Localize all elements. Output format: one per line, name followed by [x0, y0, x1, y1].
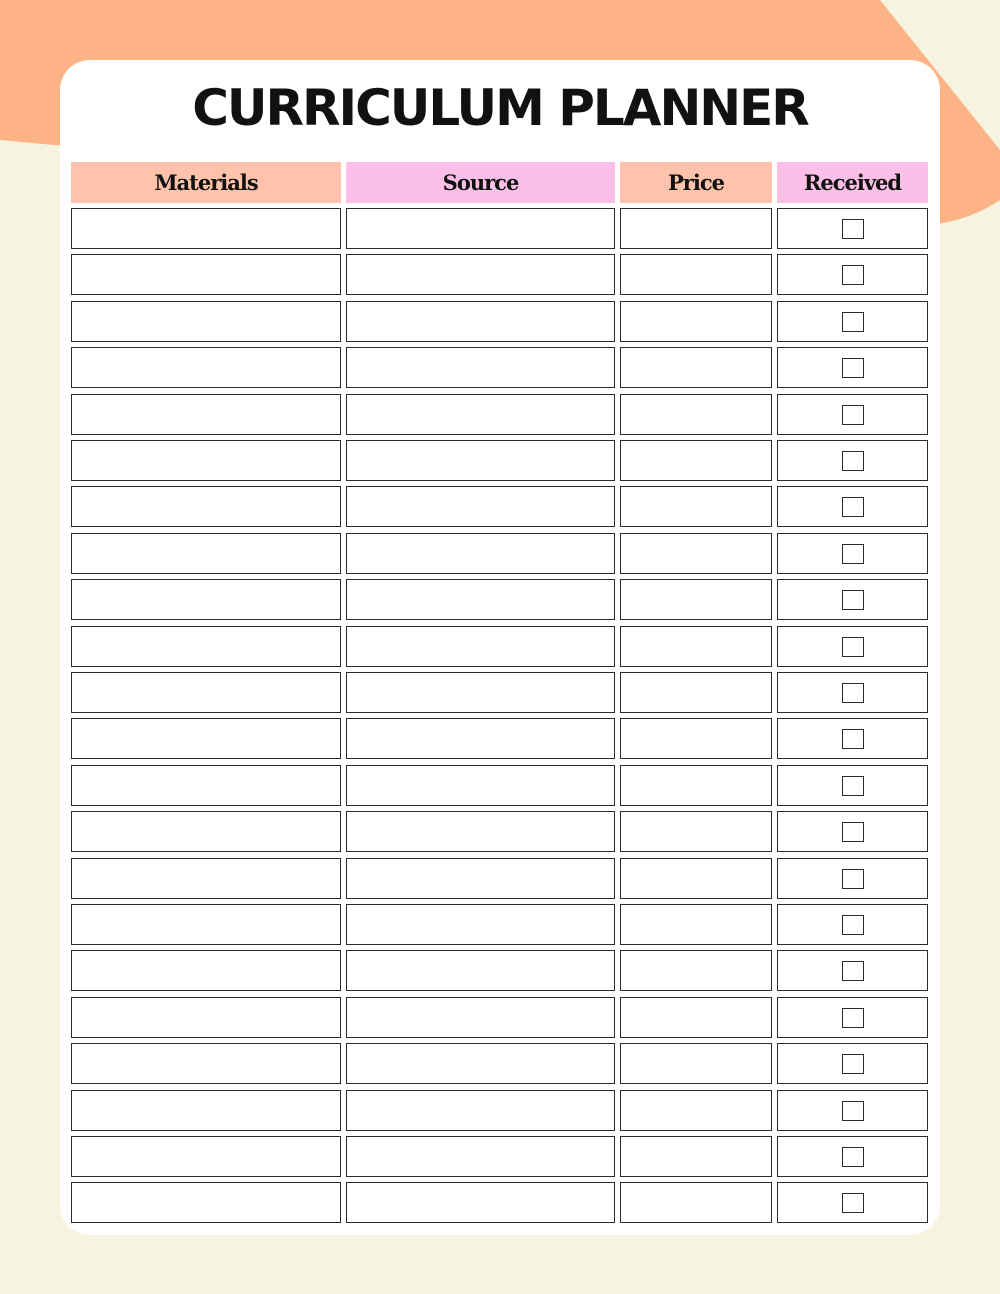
price-cell[interactable] — [620, 301, 772, 342]
received-checkbox[interactable] — [842, 405, 864, 425]
source-cell[interactable] — [346, 347, 615, 388]
received-cell[interactable] — [777, 997, 928, 1038]
source-cell[interactable] — [346, 533, 615, 574]
received-checkbox[interactable] — [842, 497, 864, 517]
source-cell[interactable] — [346, 1182, 615, 1223]
received-checkbox[interactable] — [842, 776, 864, 796]
received-cell[interactable] — [777, 765, 928, 806]
materials-cell[interactable] — [71, 1182, 341, 1223]
price-cell[interactable] — [620, 1090, 772, 1131]
source-cell[interactable] — [346, 718, 615, 759]
price-cell[interactable] — [620, 950, 772, 991]
received-checkbox[interactable] — [842, 590, 864, 610]
price-cell[interactable] — [620, 486, 772, 527]
materials-cell[interactable] — [71, 579, 341, 620]
materials-cell[interactable] — [71, 1090, 341, 1131]
materials-cell[interactable] — [71, 718, 341, 759]
received-cell[interactable] — [777, 626, 928, 667]
received-cell[interactable] — [777, 904, 928, 945]
materials-cell[interactable] — [71, 672, 341, 713]
received-checkbox[interactable] — [842, 219, 864, 239]
received-checkbox[interactable] — [842, 1193, 864, 1213]
price-cell[interactable] — [620, 208, 772, 249]
received-cell[interactable] — [777, 208, 928, 249]
received-checkbox[interactable] — [842, 729, 864, 749]
materials-cell[interactable] — [71, 394, 341, 435]
price-cell[interactable] — [620, 533, 772, 574]
materials-cell[interactable] — [71, 254, 341, 295]
source-cell[interactable] — [346, 1136, 615, 1177]
source-cell[interactable] — [346, 858, 615, 899]
received-checkbox[interactable] — [842, 544, 864, 564]
materials-cell[interactable] — [71, 533, 341, 574]
source-cell[interactable] — [346, 904, 615, 945]
received-checkbox[interactable] — [842, 683, 864, 703]
source-cell[interactable] — [346, 208, 615, 249]
price-cell[interactable] — [620, 672, 772, 713]
price-cell[interactable] — [620, 1136, 772, 1177]
source-cell[interactable] — [346, 1090, 615, 1131]
received-checkbox[interactable] — [842, 265, 864, 285]
price-cell[interactable] — [620, 765, 772, 806]
received-cell[interactable] — [777, 347, 928, 388]
price-cell[interactable] — [620, 1043, 772, 1084]
materials-cell[interactable] — [71, 301, 341, 342]
source-cell[interactable] — [346, 997, 615, 1038]
price-cell[interactable] — [620, 347, 772, 388]
received-cell[interactable] — [777, 254, 928, 295]
price-cell[interactable] — [620, 811, 772, 852]
price-cell[interactable] — [620, 997, 772, 1038]
source-cell[interactable] — [346, 579, 615, 620]
source-cell[interactable] — [346, 254, 615, 295]
received-cell[interactable] — [777, 672, 928, 713]
received-cell[interactable] — [777, 579, 928, 620]
received-checkbox[interactable] — [842, 1101, 864, 1121]
materials-cell[interactable] — [71, 765, 341, 806]
price-cell[interactable] — [620, 626, 772, 667]
column-header-price: Price — [620, 162, 772, 203]
materials-cell[interactable] — [71, 486, 341, 527]
received-cell[interactable] — [777, 950, 928, 991]
price-cell[interactable] — [620, 858, 772, 899]
received-cell[interactable] — [777, 301, 928, 342]
source-cell[interactable] — [346, 486, 615, 527]
materials-cell[interactable] — [71, 811, 341, 852]
source-cell[interactable] — [346, 765, 615, 806]
materials-cell[interactable] — [71, 440, 341, 481]
column-header-source: Source — [346, 162, 615, 203]
source-cell[interactable] — [346, 394, 615, 435]
received-cell[interactable] — [777, 1090, 928, 1131]
price-cell[interactable] — [620, 579, 772, 620]
materials-cell[interactable] — [71, 208, 341, 249]
source-cell[interactable] — [346, 1043, 615, 1084]
received-cell[interactable] — [777, 858, 928, 899]
source-cell[interactable] — [346, 301, 615, 342]
received-checkbox[interactable] — [842, 312, 864, 332]
materials-cell[interactable] — [71, 997, 341, 1038]
received-cell[interactable] — [777, 440, 928, 481]
source-cell[interactable] — [346, 950, 615, 991]
received-cell[interactable] — [777, 486, 928, 527]
received-checkbox[interactable] — [842, 822, 864, 842]
received-cell[interactable] — [777, 1136, 928, 1177]
column-header-received: Received — [777, 162, 928, 203]
price-cell[interactable] — [620, 254, 772, 295]
received-cell[interactable] — [777, 394, 928, 435]
received-checkbox[interactable] — [842, 637, 864, 657]
materials-cell[interactable] — [71, 1043, 341, 1084]
received-cell[interactable] — [777, 1182, 928, 1223]
received-cell[interactable] — [777, 718, 928, 759]
received-checkbox[interactable] — [842, 1054, 864, 1074]
received-checkbox[interactable] — [842, 1147, 864, 1167]
received-checkbox[interactable] — [842, 451, 864, 471]
source-cell[interactable] — [346, 811, 615, 852]
received-cell[interactable] — [777, 1043, 928, 1084]
materials-cell[interactable] — [71, 904, 341, 945]
column-header-materials: Materials — [71, 162, 341, 203]
received-checkbox[interactable] — [842, 1008, 864, 1028]
source-cell[interactable] — [346, 626, 615, 667]
materials-cell[interactable] — [71, 347, 341, 388]
materials-cell[interactable] — [71, 858, 341, 899]
received-checkbox[interactable] — [842, 358, 864, 378]
materials-cell[interactable] — [71, 950, 341, 991]
price-cell[interactable] — [620, 1182, 772, 1223]
received-cell[interactable] — [777, 533, 928, 574]
page-title: CURRICULUM PLANNER — [192, 79, 808, 137]
price-cell[interactable] — [620, 718, 772, 759]
materials-cell[interactable] — [71, 1136, 341, 1177]
price-cell[interactable] — [620, 394, 772, 435]
source-cell[interactable] — [346, 672, 615, 713]
price-cell[interactable] — [620, 904, 772, 945]
source-cell[interactable] — [346, 440, 615, 481]
received-checkbox[interactable] — [842, 869, 864, 889]
received-cell[interactable] — [777, 811, 928, 852]
received-checkbox[interactable] — [842, 961, 864, 981]
materials-cell[interactable] — [71, 626, 341, 667]
received-checkbox[interactable] — [842, 915, 864, 935]
price-cell[interactable] — [620, 440, 772, 481]
